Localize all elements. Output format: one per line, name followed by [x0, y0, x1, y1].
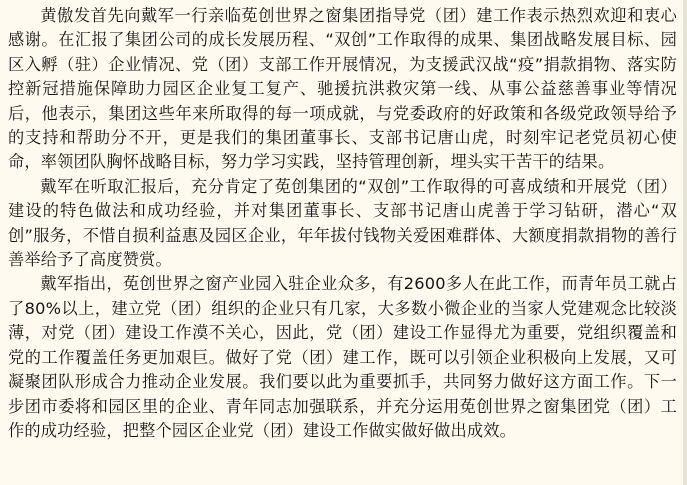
- article-body: [8, 4, 677, 443]
- paragraph-affirmation: 戴军在听取汇报后，充分肯定了莬创集团的“双创”工作取得的可喜成绩和开展党（团）建设的特色做法和成功经验，并对集团董事长、支部书记唐山虎善于学习钻研，潜心“双创”服务，不惜自损利益惠及园区企业，年年拔付钱物关爱困难群体、大额度捐款捐物的善行善举给予了高度赞赏。: [8, 176, 677, 270]
- paragraph-instructions: 戴军指出，莬创世界之窗产业园入驻企业众多，有2600多人在此工作，而青年员工就占了80%以上，建立党（团）组织的企业只有几家，大多数小微企业的当家人党建观念比较淡薄，对党（团）建设工作漠不关心，因此，党（团）建设工作显得尤为重要，党组织覆盖和党的工作覆盖任务更加艰巨。做好了党（团）建工作，既可以引领企业积极向上发展，又可凝聚团队形成合力推动企业发展。我们要以此为重要抓手，共同努力做好这方面工作。下一步团市委将和园区里的企业、青年同志加强联系，并充分运用莬创世界之窗集团党（团）工作的成功经验，把整个园区企业党（团）建设工作做实做好做出成效。: [8, 274, 677, 440]
- page-right-edge: [683, 0, 687, 485]
- paragraph-report-summary: 黄傲发首先向戴军一行亲临莬创世界之窗集团指导党（团）建工作表示热烈欢迎和衷心感谢。在汇报了集团公司的成长发展历程、“双创”工作取得的成果、集团战略发展目标、园区入孵（驻）企业情况、党（团）支部工作开展情况，为支援武汉战“疫”捐款捐物、落实防控新冠措施保障助力园区企业复工复产、驰援抗洪救灾第一线、从事公益慈善事业等情况后，他表示，集团这些年来所取得的每一项成就，与党委政府的好政策和各级党政领导给予的支持和帮助分不开，更是我们的集团董事长、支部书记唐山虎，时刻牢记老党员初心使命，率领团队胸怀战略目标，努力学习实践，坚持管理创新，埋头实干苦干的结果。: [8, 6, 677, 172]
